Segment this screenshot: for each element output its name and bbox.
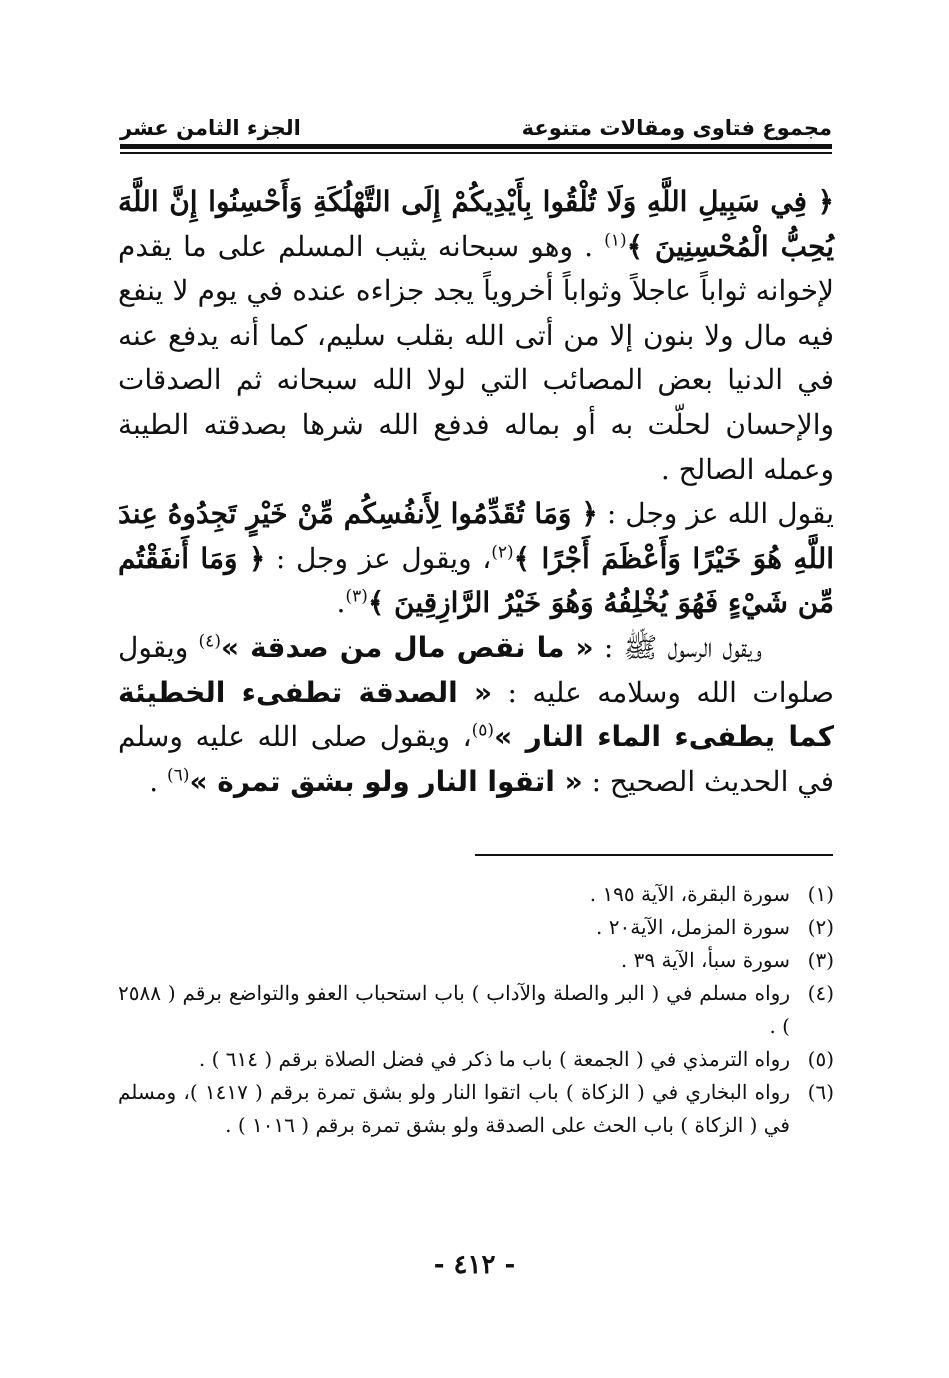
paragraph-1 — [118, 180, 834, 492]
footnote — [118, 1043, 834, 1076]
footnote-text: رواه البخاري في ( الزكاة ) باب اتقوا النار ولو بشق تمرة برقم ( ١٤١٧ )، ومسلم في ( الزكاة ) باب الحث على الصدقة ولو بشق تمرة برقم ( ١٠١٦ ) . — [118, 1080, 790, 1137]
footnote-number: (٥) — [807, 1047, 834, 1071]
footnote-number: (١) — [807, 882, 834, 906]
paragraph-text: . وهو سبحانه يثيب المسلم على ما يقدم لإخوانه ثواباً عاجلاً وثواباً أخروياً يجد جزاءه عنده في يوم لا ينفع فيه مال ولا بنون إلا من أتى الله بقلب سليم، كما أنه يدفع عنه في الدنيا بعض المصائب التي لولا الله سبحانه ثم الصدقات والإحسان لحلّت به أو بماله فدفع الله شرها بصدقته الطيبة وعمله الصالح . — [118, 229, 834, 486]
main-text — [118, 180, 834, 804]
footnote — [118, 977, 834, 1043]
footnote-number: (٤) — [807, 981, 834, 1005]
running-header — [120, 108, 832, 148]
footnote-ref: (٦) — [167, 765, 190, 786]
footnote — [118, 878, 834, 911]
paragraph-text: ويقول الرسول ﷺ : — [593, 630, 762, 664]
footnote-text: رواه مسلم في ( البر والصلة والآداب ) باب استحباب العفو والتواضع برقم ( ٢٥٨٨ ) . — [118, 981, 790, 1038]
footnote-number: (٣) — [807, 948, 834, 972]
footnote-ref: (٣) — [345, 587, 368, 608]
hadith-quote: « الصدقة تطفىء الخطيئة كما يطفىء الماء النار » — [118, 675, 834, 754]
paragraph-text: . — [336, 586, 346, 620]
footnote-ref: (٢) — [491, 542, 514, 563]
footnotes — [118, 878, 834, 1142]
footnote — [118, 911, 834, 944]
footnote — [118, 1076, 834, 1142]
paragraph-text: يقول الله عز وجل : — [597, 497, 834, 531]
paragraph-text: ، ويقول عز وجل : — [265, 541, 492, 575]
paragraph-text: . — [149, 764, 168, 798]
page-number: - ٤١٢ - — [433, 1250, 516, 1280]
footnote-text: سورة البقرة، الآية ١٩٥ . — [589, 882, 790, 906]
header-rule-thin — [120, 152, 832, 154]
quran-verse: ﴿ وَمَا أَنفَقْتُم مِّن شَيْءٍ فَهُوَ يُخْلِفُهُ وَهُوَ خَيْرُ الرَّازِقِينَ ﴾ — [118, 541, 834, 620]
footnote-text: سورة سبأ، الآية ٣٩ . — [620, 948, 790, 972]
paragraph-text: ويقول صلوات الله وسلامه عليه : — [118, 630, 834, 709]
footnote — [118, 944, 834, 977]
paragraph-text: ، ويقول صلى الله عليه وسلم في الحديث الصحيح : — [118, 720, 834, 798]
quran-verse: ﴿ وَمَا تُقَدِّمُوا لِأَنفُسِكُم مِّنْ خَيْرٍ تَجِدُوهُ عِندَ اللَّهِ هُوَ خَيْرًا وَأَعْظَمَ أَجْرًا ﴾ — [118, 497, 835, 575]
footnote-number: (٢) — [807, 915, 834, 939]
hadith-quote: « اتقوا النار ولو بشق تمرة » — [189, 764, 583, 798]
quran-verse: ﴿ فِي سَبِيلِ اللَّهِ وَلَا تُلْقُوا بِأَيْدِيكُمْ إِلَى التَّهْلُكَةِ وَأَحْسِنُوا إِنَّ اللَّهَ يُحِبُّ الْمُحْسِنِينَ ﴾ — [118, 185, 835, 263]
book-title: مجموع فتاوى ومقالات متنوعة — [521, 116, 832, 140]
header-rule-thick — [120, 144, 832, 149]
footnote-text: سورة المزمل، الآية٢٠ . — [596, 915, 790, 939]
footnote-separator — [475, 854, 833, 856]
volume-label: الجزء الثامن عشر — [120, 116, 301, 140]
footnote-ref: (٤) — [198, 631, 221, 652]
hadith-quote: « ما نقص مال من صدقة » — [220, 630, 594, 664]
footnote-number: (٦) — [807, 1080, 834, 1104]
footnote-text: رواه الترمذي في ( الجمعة ) باب ما ذكر في فضل الصلاة برقم ( ٦١٤ ) . — [198, 1047, 790, 1071]
footnote-ref: (١) — [604, 230, 627, 251]
paragraph-2 — [118, 492, 834, 626]
paragraph-3 — [118, 626, 834, 804]
footnote-ref: (٥) — [471, 720, 495, 741]
